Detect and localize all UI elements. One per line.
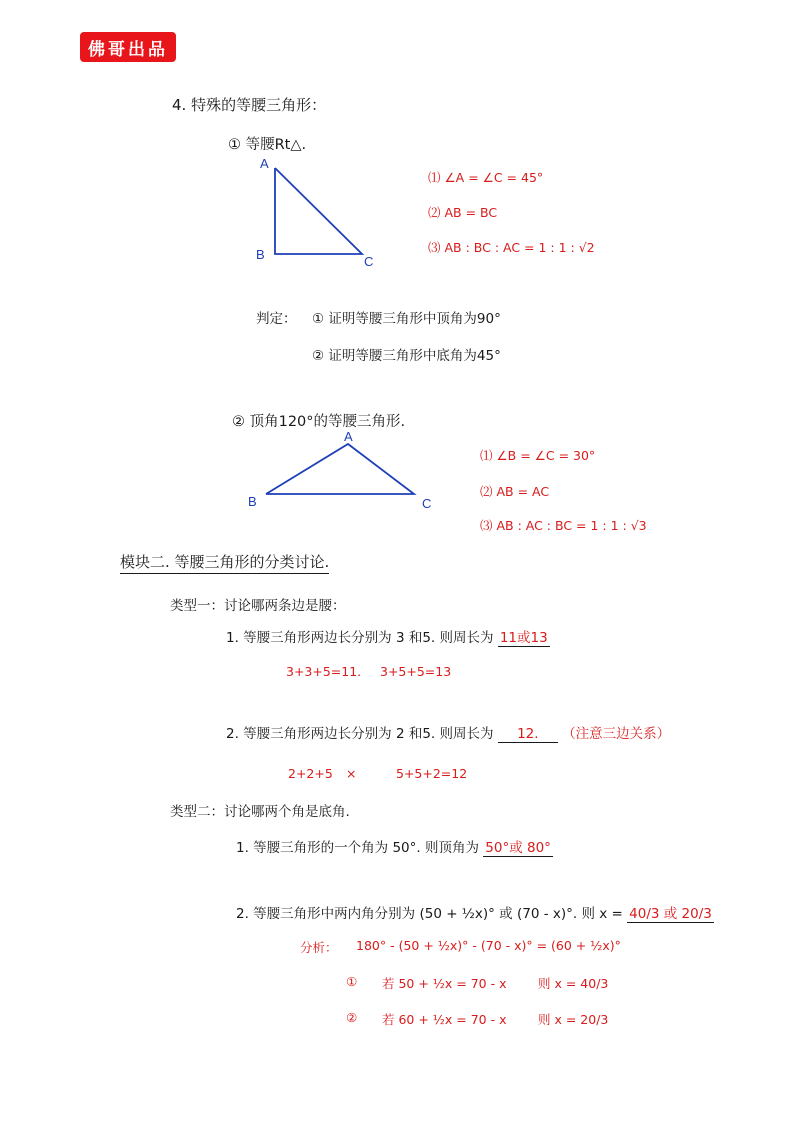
obtuse-triangle-figure	[240, 426, 440, 518]
triangle-abc-outline-2	[266, 444, 414, 494]
type2-q1-answer: 50°或 80°	[485, 840, 551, 856]
right-triangle-figure	[250, 152, 390, 272]
type1-q2-answer: 12.	[517, 726, 539, 742]
vertex-c-label-2: C	[422, 496, 432, 511]
analysis-equation: 180° - (50 + ½x)° - (70 - x)° = (60 + ½x)°	[356, 938, 621, 953]
type1-question-1	[226, 626, 550, 647]
obtuse-property-3: ⑶ AB : AC : BC = 1 : 1 : √3	[480, 518, 647, 533]
type2-q1-text: 1. 等腰三角形的一个角为 50°. 则顶角为	[236, 840, 479, 856]
rt-property-1: ⑴ ∠A = ∠C = 45°	[428, 170, 544, 185]
type2-question-2	[236, 902, 714, 923]
case-2-condition: 若 60 + ½x = 70 - x	[382, 1012, 507, 1027]
vertex-a-label-2: A	[344, 429, 353, 444]
type2-q2-answer: 40/3 或 20/3	[629, 906, 712, 922]
type1-q1-answer: 11或13	[499, 630, 548, 646]
rt-property-2: ⑵ AB = BC	[428, 205, 498, 220]
vertex-b-label: B	[256, 247, 265, 262]
analysis-label: 分析：	[300, 940, 338, 955]
type1-question-2	[226, 722, 670, 743]
type1-q2-note: （注意三边关系）	[562, 726, 671, 742]
type1-q1-work-1: 3+3+5=11.	[286, 664, 362, 679]
sub2-title: ② 顶角120°的等腰三角形.	[232, 414, 406, 430]
vertex-b-label-2: B	[248, 494, 257, 509]
type-1-title: 类型一：讨论哪两条边是腰：	[170, 598, 346, 614]
case-1-condition: 若 50 + ½x = 70 - x	[382, 976, 507, 991]
section-4-title: 4. 特殊的等腰三角形：	[172, 96, 327, 114]
judge-criterion-1: ① 证明等腰三角形中顶角为90°	[312, 311, 501, 327]
judge-label: 判定：	[256, 311, 297, 327]
type2-q1-answer-blank	[483, 836, 553, 857]
case-1-result: 则 x = 40/3	[538, 976, 609, 991]
brand-stamp: 佛哥出品	[80, 32, 176, 62]
module-2-title: 模块二. 等腰三角形的分类讨论.	[120, 551, 329, 574]
obtuse-property-2: ⑵ AB = AC	[480, 484, 550, 499]
obtuse-property-1: ⑴ ∠B = ∠C = 30°	[480, 448, 596, 463]
case-2-result: 则 x = 20/3	[538, 1012, 609, 1027]
sub1-title: ① 等腰Rt△.	[228, 137, 307, 153]
type2-question-1	[236, 836, 553, 857]
type1-q1-work-2: 3+5+5=13	[380, 664, 452, 679]
case-2-number: ②	[346, 1010, 358, 1025]
judge-criterion-2: ② 证明等腰三角形中底角为45°	[312, 348, 501, 364]
vertex-c-label: C	[364, 254, 374, 269]
type1-q1-answer-blank	[498, 626, 550, 647]
type2-q2-answer-blank	[627, 902, 714, 923]
type-2-title: 类型二：讨论哪两个角是底角.	[170, 804, 350, 820]
case-1-number: ①	[346, 974, 358, 989]
type1-q2-work-2: 5+5+2=12	[396, 766, 468, 781]
rt-property-3: ⑶ AB : BC : AC = 1 : 1 : √2	[428, 240, 595, 255]
vertex-a-label: A	[260, 156, 269, 171]
type1-q2-work-1: 2+2+5	[288, 766, 333, 781]
type1-q2-text: 2. 等腰三角形两边长分别为 2 和5. 则周长为	[226, 726, 494, 742]
type1-q2-answer-blank	[498, 726, 558, 743]
type1-q2-work-cross: ×	[346, 766, 357, 781]
type2-q2-text: 2. 等腰三角形中两内角分别为 (50 + ½x)° 或 (70 - x)°. 则 x =	[236, 906, 623, 922]
triangle-abc-outline	[275, 168, 362, 254]
type1-q1-text: 1. 等腰三角形两边长分别为 3 和5. 则周长为	[226, 630, 494, 646]
